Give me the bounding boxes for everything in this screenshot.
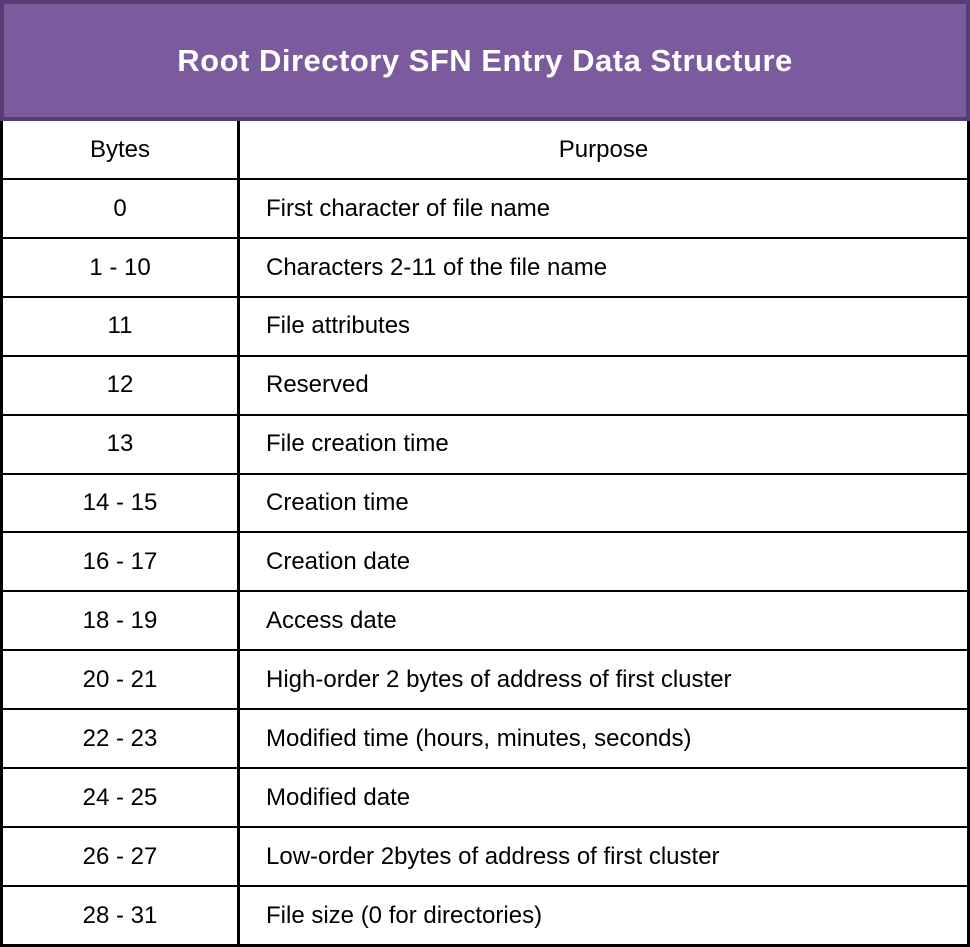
bytes-cell: 22 - 23 <box>3 710 240 767</box>
table-row <box>3 178 967 237</box>
purpose-cell: Low-order 2bytes of address of first cluster <box>266 842 720 870</box>
purpose-cell: File creation time <box>266 430 449 458</box>
purpose-cell: Modified date <box>266 783 411 811</box>
purpose-cell: Modified time (hours, minutes, seconds) <box>266 724 692 752</box>
table-row <box>3 590 967 649</box>
bytes-cell: 18 - 19 <box>3 592 240 649</box>
purpose-cell: Characters 2-11 of the file name <box>266 253 608 281</box>
table-row <box>3 708 967 767</box>
bytes-cell: 0 <box>3 180 240 237</box>
bytes-cell: 1 - 10 <box>3 239 240 296</box>
table-row <box>3 237 967 296</box>
bytes-cell: 28 - 31 <box>3 887 240 944</box>
table-row <box>3 531 967 590</box>
title-banner <box>0 0 970 121</box>
purpose-column-header: Purpose <box>558 135 649 163</box>
bytes-cell: 11 <box>3 298 240 355</box>
table-row <box>3 767 967 826</box>
table-row <box>3 296 967 355</box>
table-row <box>3 649 967 708</box>
sfn-entry-table <box>0 121 970 947</box>
bytes-cell: 13 <box>3 416 240 473</box>
purpose-cell: Creation time <box>266 489 409 517</box>
table-row <box>3 473 967 532</box>
purpose-cell: First character of file name <box>266 194 551 222</box>
purpose-cell: High-order 2 bytes of address of first cluster <box>266 665 732 693</box>
bytes-cell: 16 - 17 <box>3 533 240 590</box>
bytes-cell: 14 - 15 <box>3 475 240 532</box>
bytes-cell: 26 - 27 <box>3 828 240 885</box>
table-row <box>3 355 967 414</box>
bytes-cell: 12 <box>3 357 240 414</box>
purpose-cell: File attributes <box>266 312 411 340</box>
page-title: Root Directory SFN Entry Data Structure <box>177 42 793 78</box>
table-row <box>3 826 967 885</box>
purpose-cell: Reserved <box>266 371 369 399</box>
purpose-cell: Creation date <box>266 548 411 576</box>
bytes-column-header: Bytes <box>3 121 240 178</box>
purpose-cell: File size (0 for directories) <box>266 901 543 929</box>
table-row <box>3 414 967 473</box>
bytes-cell: 24 - 25 <box>3 769 240 826</box>
table-header-row <box>3 121 967 178</box>
bytes-cell: 20 - 21 <box>3 651 240 708</box>
table-row <box>3 885 967 944</box>
purpose-cell: Access date <box>266 607 397 635</box>
